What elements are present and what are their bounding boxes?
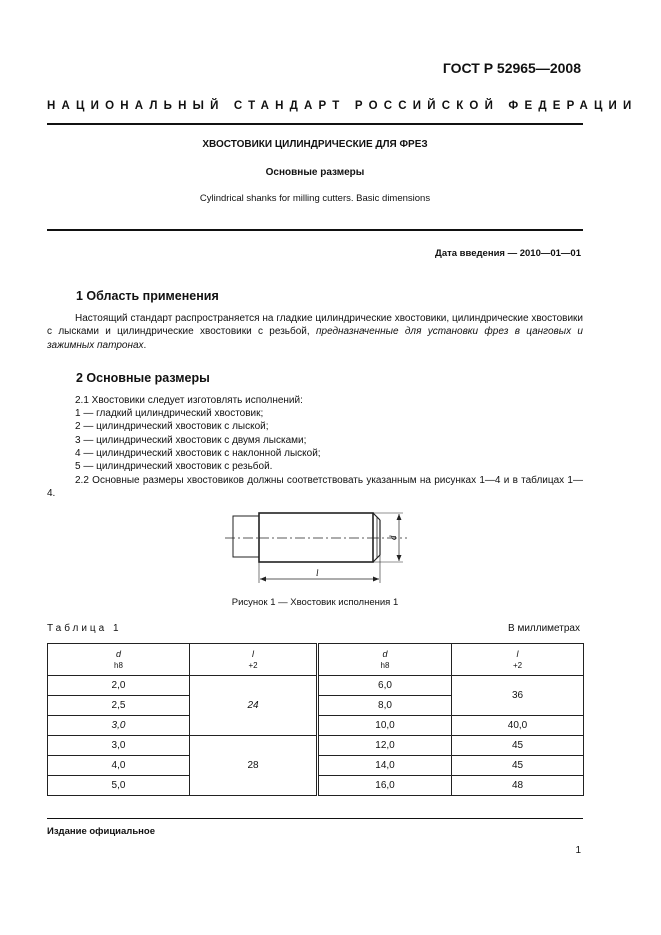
section-1-text-plain: Настоящий стандарт распространяется на гладкие цилиндрические хвостовики, цилиндрические хвостовики с лысками и цилиндрические хвостовики с резьбой, <box>47 313 583 338</box>
cell-l: 45 <box>452 736 584 756</box>
cutter-stub-outline <box>233 516 259 557</box>
cell-l: 48 <box>452 776 584 796</box>
table-units: В миллиметрах <box>508 623 580 634</box>
table-row <box>48 676 584 696</box>
cell-d <box>48 716 190 736</box>
header-d-left <box>48 644 190 676</box>
cell-d: 6,0 <box>318 676 452 696</box>
header-tolerance: +2 <box>512 660 523 670</box>
section-2-heading: 2 Основные размеры <box>76 371 210 385</box>
cell-d: 3,0 <box>48 736 190 756</box>
cell-d-value: 3,0 <box>111 720 126 731</box>
list-item: 1 — гладкий цилиндрический хвостовик; <box>75 408 264 419</box>
introduction-date: Дата введения — 2010—01—01 <box>435 248 581 259</box>
section-1-heading: 1 Область применения <box>76 289 219 303</box>
cell-d: 4,0 <box>48 756 190 776</box>
cell-d: 16,0 <box>318 776 452 796</box>
header-symbol: l <box>252 648 254 659</box>
table-row <box>48 736 584 756</box>
section-1-text <box>47 312 583 352</box>
gost-number: ГОСТ Р 52965—2008 <box>442 60 581 76</box>
arrow-l-right <box>373 577 379 582</box>
header-l-left <box>190 644 318 676</box>
arrow-l-left <box>260 577 266 582</box>
cell-d: 5,0 <box>48 776 190 796</box>
cell-l: 45 <box>452 756 584 776</box>
clause-2-2-text: 2.2 Основные размеры хвостовиков должны соответствовать указанным на рисунках 1—4 и в таблицах 1—4. <box>47 475 583 500</box>
table-header-row <box>48 644 584 676</box>
header-d-right <box>318 644 452 676</box>
cell-l: 40,0 <box>452 716 584 736</box>
cell-l <box>190 676 318 736</box>
header-divider <box>47 123 583 125</box>
cell-l-value: 24 <box>247 700 259 711</box>
dimensions-table <box>47 643 584 796</box>
cell-d: 2,5 <box>48 696 190 716</box>
label-d: d <box>388 535 398 540</box>
clause-2-2 <box>47 474 583 501</box>
cell-d: 14,0 <box>318 756 452 776</box>
document-title-english: Cylindrical shanks for milling cutters. Basic dimensions <box>199 193 431 204</box>
header-tolerance: h8 <box>114 660 123 670</box>
page-number: 1 <box>575 845 581 856</box>
document-subtitle: Основные размеры <box>265 167 365 178</box>
header-symbol: d <box>382 648 388 659</box>
list-item: 3 — цилиндрический хвостовик с двумя лысками; <box>75 435 307 446</box>
clause-2-1: 2.1 Хвостовики следует изготовлять исполнений: <box>75 395 303 406</box>
cell-d: 8,0 <box>318 696 452 716</box>
header-tolerance: h8 <box>380 660 390 670</box>
table-caption: Таблица 1 <box>47 623 122 634</box>
shank-body-outline <box>259 513 373 562</box>
figure-caption: Рисунок 1 — Хвостовик исполнения 1 <box>231 597 399 608</box>
cell-l: 28 <box>190 736 318 796</box>
header-tolerance: +2 <box>248 660 258 670</box>
section-1-text-end: . <box>143 339 147 351</box>
label-l: l <box>316 568 319 578</box>
header-symbol: d <box>115 648 121 659</box>
section-1-text-italic: предназначенные для установки фрез в цанговых и зажимных патронах <box>47 326 583 351</box>
cell-l: 36 <box>452 676 584 716</box>
official-edition-label: Издание официальное <box>47 826 155 837</box>
cell-d: 2,0 <box>48 676 190 696</box>
list-item: 5 — цилиндрический хвостовик с резьбой. <box>75 461 273 472</box>
footer-divider <box>47 818 583 819</box>
national-standard-banner: НАЦИОНАЛЬНЫЙ СТАНДАРТ РОССИЙСКОЙ ФЕДЕРАЦИИ <box>47 100 638 112</box>
arrow-d-top <box>397 514 402 520</box>
cell-d: 10,0 <box>318 716 452 736</box>
shank-drawing-figure-1 <box>225 505 410 589</box>
chamfer-bottom <box>373 555 380 562</box>
header-l-right <box>452 644 584 676</box>
title-divider <box>47 229 583 231</box>
cell-d: 12,0 <box>318 736 452 756</box>
chamfer-top <box>373 513 380 520</box>
arrow-d-bottom <box>397 555 402 561</box>
document-title: ХВОСТОВИКИ ЦИЛИНДРИЧЕСКИЕ ДЛЯ ФРЕЗ <box>202 139 428 150</box>
list-item: 2 — цилиндрический хвостовик с лыской; <box>75 421 269 432</box>
list-item: 4 — цилиндрический хвостовик с наклонной лыской; <box>75 448 321 459</box>
header-symbol: l <box>516 648 519 659</box>
